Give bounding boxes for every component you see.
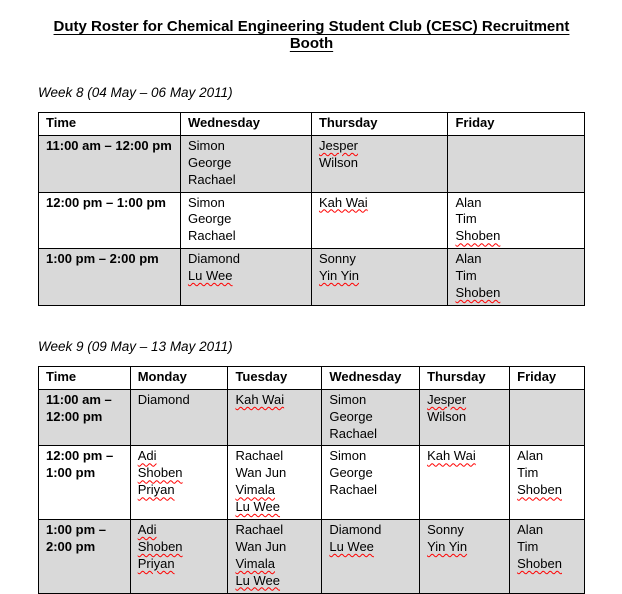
roster-row xyxy=(39,249,585,306)
roster-name-misspelled: Shoben xyxy=(137,538,183,554)
roster-name: Diamond xyxy=(329,522,382,538)
roster-name: Rachael xyxy=(235,448,284,464)
roster-row xyxy=(39,192,585,249)
roster-name: George xyxy=(187,154,232,170)
time-cell: 12:00 pm – 1:00 pm xyxy=(39,446,131,520)
week9-heading: Week 9 (09 May – 13 May 2011) xyxy=(38,338,233,354)
time-cell: 12:00 pm – 1:00 pm xyxy=(39,192,181,249)
roster-name: Tim xyxy=(517,465,539,481)
column-header-thursday: Thursday xyxy=(311,113,448,136)
roster-name: Sonny xyxy=(318,251,356,267)
column-header-thursday: Thursday xyxy=(420,366,510,389)
roster-name: Simon xyxy=(329,448,367,464)
roster-cell xyxy=(448,135,585,192)
roster-cell xyxy=(130,520,228,594)
roster-name: Wilson xyxy=(427,408,467,424)
roster-name: Rachael xyxy=(187,171,236,187)
roster-row xyxy=(39,446,585,520)
roster-name: Wilson xyxy=(318,154,358,170)
roster-cell xyxy=(130,389,228,446)
roster-name: Simon xyxy=(329,391,367,407)
time-cell: 11:00 am – 12:00 pm xyxy=(39,389,131,446)
roster-name: Tim xyxy=(517,538,539,554)
roster-cell xyxy=(322,520,420,594)
column-header-wednesday: Wednesday xyxy=(180,113,311,136)
roster-name: Alan xyxy=(517,522,544,538)
roster-name-misspelled: Shoben xyxy=(455,228,501,244)
roster-name: Rachael xyxy=(329,425,378,441)
roster-name-misspelled: Priyan xyxy=(137,482,175,498)
header-row xyxy=(39,366,585,389)
column-header-wednesday: Wednesday xyxy=(322,366,420,389)
roster-name: Alan xyxy=(517,448,544,464)
week9-roster-table xyxy=(38,366,585,594)
roster-name: Wan Jun xyxy=(235,538,287,554)
roster-name-misspelled: Adi xyxy=(137,522,157,538)
roster-cell xyxy=(228,446,322,520)
roster-cell xyxy=(311,249,448,306)
roster-name-misspelled: Kah Wai xyxy=(235,391,285,407)
roster-cell xyxy=(420,446,510,520)
roster-name-misspelled: Yin Yin xyxy=(318,268,359,284)
roster-name: Alan xyxy=(455,251,482,267)
document-title: Duty Roster for Chemical Engineering Student Club (CESC) Recruitment Booth xyxy=(53,18,570,52)
roster-cell xyxy=(180,135,311,192)
roster-name: Rachael xyxy=(235,522,284,538)
roster-name: Simon xyxy=(187,137,225,153)
column-header-time: Time xyxy=(39,113,181,136)
roster-cell xyxy=(130,446,228,520)
roster-cell xyxy=(510,446,585,520)
roster-name-misspelled: Lu Wee xyxy=(235,572,281,588)
roster-name: Diamond xyxy=(187,251,240,267)
roster-name: George xyxy=(187,211,232,227)
roster-name-misspelled: Vimala xyxy=(235,482,275,498)
roster-cell xyxy=(420,520,510,594)
roster-name-misspelled: Shoben xyxy=(517,482,562,498)
roster-cell xyxy=(420,389,510,446)
roster-name: Rachael xyxy=(329,482,378,498)
roster-cell xyxy=(228,520,322,594)
time-cell: 11:00 am – 12:00 pm xyxy=(39,135,181,192)
column-header-time: Time xyxy=(39,366,131,389)
roster-row xyxy=(39,135,585,192)
column-header-tuesday: Tuesday xyxy=(228,366,322,389)
roster-name-misspelled: Priyan xyxy=(137,555,175,571)
roster-name: Diamond xyxy=(137,391,190,407)
header-row xyxy=(39,113,585,136)
roster-cell xyxy=(228,389,322,446)
roster-name-misspelled: Lu Wee xyxy=(329,538,374,554)
roster-cell xyxy=(448,192,585,249)
roster-name-misspelled: Shoben xyxy=(517,555,562,571)
roster-cell xyxy=(510,520,585,594)
roster-name-misspelled: Yin Yin xyxy=(427,538,468,554)
roster-cell xyxy=(180,249,311,306)
roster-cell xyxy=(180,192,311,249)
time-cell: 1:00 pm – 2:00 pm xyxy=(39,249,181,306)
roster-cell xyxy=(322,389,420,446)
roster-name: Wan Jun xyxy=(235,465,287,481)
roster-cell xyxy=(510,389,585,446)
roster-name: George xyxy=(329,408,373,424)
roster-cell xyxy=(311,192,448,249)
roster-name: Simon xyxy=(187,194,225,210)
roster-cell xyxy=(311,135,448,192)
roster-name-misspelled: Lu Wee xyxy=(235,499,281,515)
week8-roster-table xyxy=(38,112,585,306)
roster-name-misspelled: Vimala xyxy=(235,555,275,571)
roster-name-misspelled: Shoben xyxy=(455,285,501,301)
roster-name: Tim xyxy=(455,211,477,227)
roster-name-misspelled: Jesper xyxy=(427,391,467,407)
roster-name-misspelled: Adi xyxy=(137,448,157,464)
week8-heading: Week 8 (04 May – 06 May 2011) xyxy=(38,85,233,100)
time-cell: 1:00 pm – 2:00 pm xyxy=(39,520,131,594)
roster-name-misspelled: Jesper xyxy=(318,137,359,153)
column-header-monday: Monday xyxy=(130,366,228,389)
roster-name-misspelled: Lu Wee xyxy=(187,268,233,284)
roster-name: Tim xyxy=(455,268,477,284)
roster-name: Sonny xyxy=(427,522,464,538)
column-header-friday: Friday xyxy=(510,366,585,389)
column-header-friday: Friday xyxy=(448,113,585,136)
roster-cell xyxy=(448,249,585,306)
roster-row xyxy=(39,389,585,446)
roster-cell xyxy=(322,446,420,520)
roster-name-misspelled: Shoben xyxy=(137,465,183,481)
roster-name: Alan xyxy=(455,194,482,210)
roster-row xyxy=(39,520,585,594)
roster-name-misspelled: Kah Wai xyxy=(427,448,476,464)
roster-name: Rachael xyxy=(187,228,236,244)
roster-name: George xyxy=(329,465,373,481)
roster-name-misspelled: Kah Wai xyxy=(318,194,368,210)
